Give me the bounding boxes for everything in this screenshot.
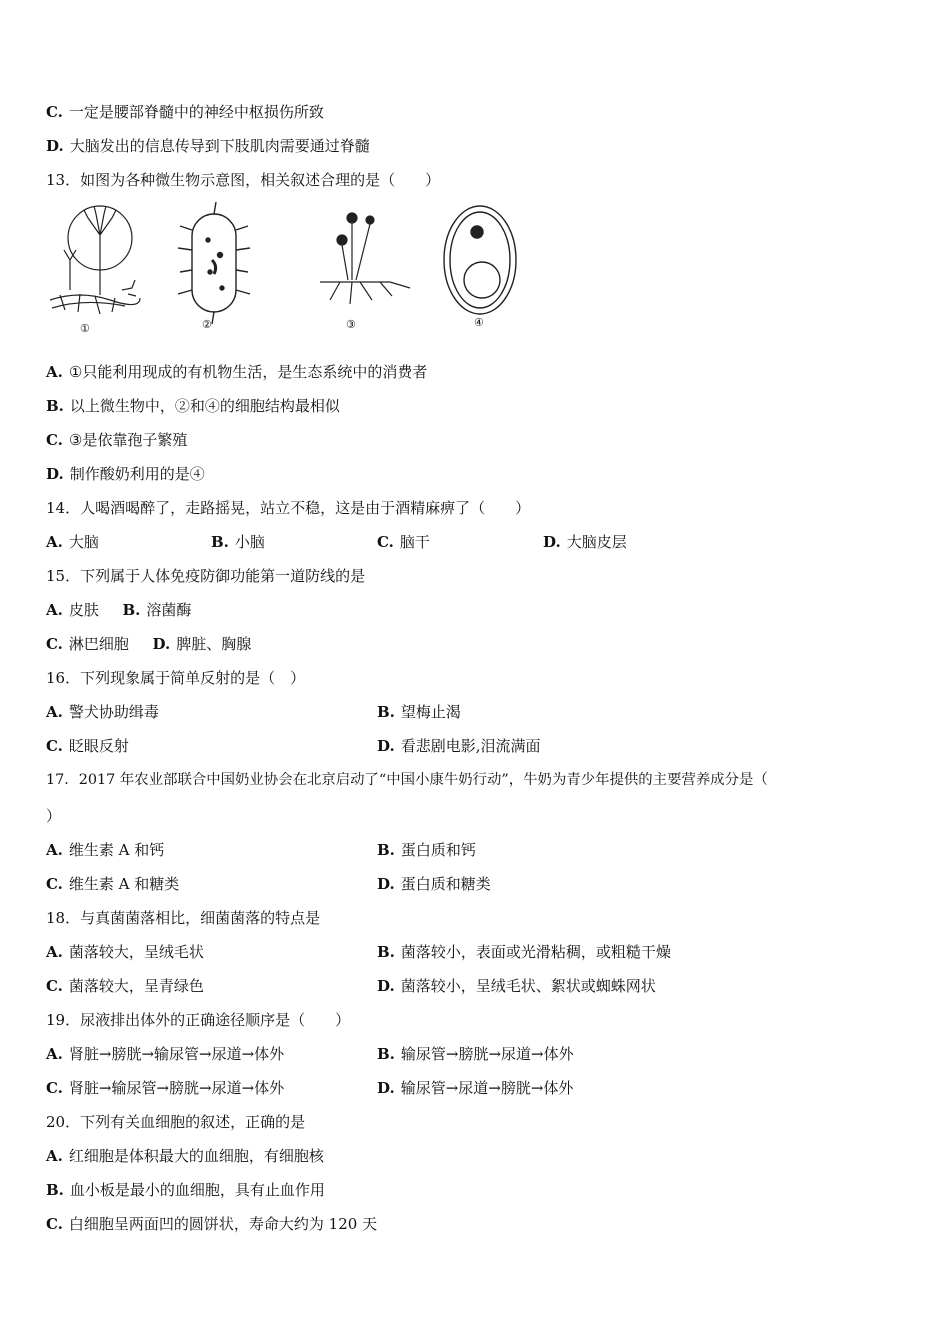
q17-option-d: D. 蛋白质和糖类 [377,875,491,893]
penicillium-drawing [50,206,140,314]
q20-stem: 20．下列有关血细胞的叙述，正确的是 [46,1113,306,1131]
q13-option-a: A. ①只能利用现成的有机物生活，是生态系统中的消费者 [46,363,428,381]
q16-option-d: D. 看悲剧电影,泪流满面 [377,737,541,755]
q15-options-row1: A. 皮肤 B. 溶菌酶 [46,601,192,619]
q15-stem: 15．下列属于人体免疫防御功能第一道防线的是 [46,567,366,585]
bacterium-drawing [178,202,250,324]
q12-option-c: C. 一定是腰部脊髓中的神经中枢损伤所致 [46,103,324,121]
microorganism-drawings [40,200,540,340]
q18-option-b: B. 菌落较小，表面或光滑粘稠，或粗糙干燥 [377,943,671,961]
q13-option-d: D. 制作酸奶利用的是④ [46,465,205,483]
q17-option-b: B. 蛋白质和钙 [377,841,476,859]
q15-options-row2: C. 淋巴细胞 D. 脾脏、胸腺 [46,635,252,653]
q20-option-a: A. 红细胞是体积最大的血细胞，有细胞核 [46,1147,324,1165]
q18-option-d: D. 菌落较小，呈绒毛状、絮状或蜘蛛网状 [377,977,656,995]
q14-option-d: D. 大脑皮层 [543,533,627,551]
q17-stem-end: ） [46,807,62,825]
microorganism-figure [40,200,540,340]
q19-option-b: B. 输尿管→膀胱→尿道→体外 [377,1045,574,1063]
figure-caption-2: ② [202,318,212,331]
q17-option-a: A. 维生素 A 和钙 [46,841,165,859]
q20-option-b: B. 血小板是最小的血细胞，具有止血作用 [46,1181,325,1199]
figure-caption-4: ④ [474,316,484,329]
q14-stem: 14．人喝酒喝醉了，走路摇晃，站立不稳，这是由于酒精麻痹了（ ） [46,499,531,517]
q16-stem: 16．下列现象属于简单反射的是（ ） [46,669,306,687]
q12-option-d: D. 大脑发出的信息传导到下肢肌肉需要通过脊髓 [46,137,370,155]
figure-caption-3: ③ [346,318,356,331]
yeast-drawing [444,206,516,314]
q13-stem: 13．如图为各种微生物示意图，相关叙述合理的是（ ） [46,171,441,189]
q18-option-c: C. 菌落较大，呈青绿色 [46,977,204,995]
q13-option-b: B. 以上微生物中，②和④的细胞结构最相似 [46,397,340,415]
q17-stem: 17．2017 年农业部联合中国奶业协会在北京启动了“中国小康牛奶行动”，牛奶为青少年提供的主要营养成分是（ [46,772,768,788]
figure-caption-1: ① [80,322,90,335]
q18-option-a: A. 菌落较大，呈绒毛状 [46,943,204,961]
rhizopus-drawing [320,213,410,304]
q14-option-b: B. 小脑 [211,533,265,551]
q20-option-c: C. 白细胞呈两面凹的圆饼状，寿命大约为 120 天 [46,1215,378,1233]
q16-option-a: A. 警犬协助缉毒 [46,703,159,721]
q19-option-d: D. 输尿管→尿道→膀胱→体外 [377,1079,574,1097]
q13-option-c: C. ③是依靠孢子繁殖 [46,431,188,449]
q16-option-b: B. 望梅止渴 [377,703,461,721]
q18-stem: 18．与真菌菌落相比，细菌菌落的特点是 [46,909,321,927]
q14-option-c: C. 脑干 [377,533,430,551]
q19-stem: 19．尿液排出体外的正确途径顺序是（ ） [46,1011,351,1029]
q16-option-c: C. 眨眼反射 [46,737,129,755]
q19-option-a: A. 肾脏→膀胱→输尿管→尿道→体外 [46,1045,285,1063]
q19-option-c: C. 肾脏→输尿管→膀胱→尿道→体外 [46,1079,285,1097]
q14-option-a: A. 大脑 [46,533,99,551]
q17-option-c: C. 维生素 A 和糖类 [46,875,180,893]
